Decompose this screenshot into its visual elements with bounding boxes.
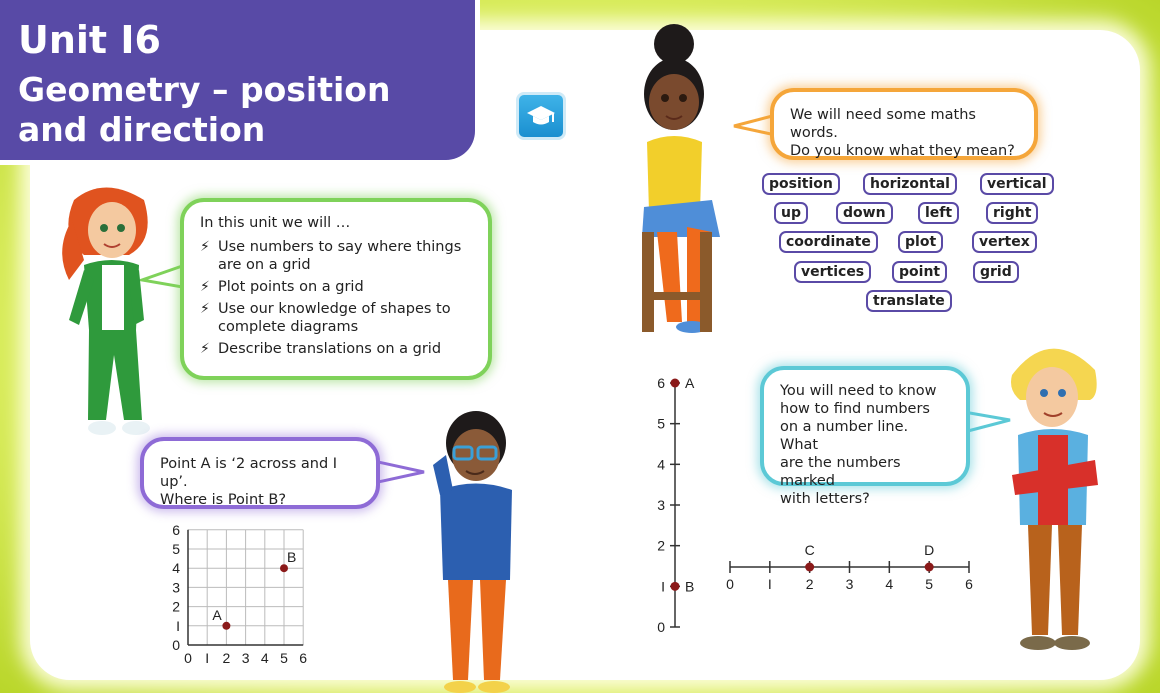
number-line-tick-label: I [661,578,665,595]
objective-item: ⚡ Use our knowledge of shapes to complete diagrams [200,301,451,335]
vocab-bubble-line2: Do you know what they mean? [790,143,1015,159]
number-line-tick-label: 6 [965,576,973,592]
vocab-tag-right: right [986,202,1038,224]
boy-character-blond [1000,335,1110,660]
number-line-tick-label: 5 [657,415,665,432]
title-banner [0,0,480,165]
number-line-tick-label: 3 [845,576,854,592]
vocab-bubble [770,88,1038,160]
numberline-bubble-line5: with letters? [780,491,870,507]
vertical-number-line [645,375,705,640]
number-line-point [671,582,680,591]
y-tick-label: 2 [172,598,180,615]
number-line-tick-label: I [767,576,772,592]
number-line-point [925,563,934,572]
number-line-tick-label: 6 [657,375,665,391]
unit-subtitle-line1: Geometry – position [18,70,391,109]
number-line-tick-label: 0 [657,619,665,635]
point-bubble-line1: Point A is ‘2 across and I up’. [160,456,338,490]
x-tick-label: 6 [299,650,308,666]
lightning-bolt-icon: ⚡ [200,279,210,295]
number-line-tick-label: 0 [726,576,734,592]
vocab-tag-down: down [836,202,893,224]
numberline-bubble-line1: You will need to know [780,383,937,399]
objective-item: ⚡ Plot points on a grid [200,279,364,295]
numberline-bubble-line2: how to find numbers [780,401,930,417]
numberline-bubble-line3: on a number line. What [780,419,909,453]
number-line-tick-label: 4 [885,576,894,592]
x-tick-label: 5 [280,650,288,666]
x-tick-label: 4 [260,650,269,666]
number-line-point [805,563,814,572]
learning-button[interactable] [516,92,566,140]
grid-point-label: A [212,606,222,623]
lightning-bolt-icon: ⚡ [200,301,210,317]
vocab-tag-plot: plot [898,231,943,253]
number-line-tick-label: 3 [657,497,665,513]
unit-title: Unit I6 [18,18,161,62]
lightning-bolt-icon: ⚡ [200,341,210,357]
girl-character-stool [622,22,732,337]
x-tick-label: 3 [241,650,250,666]
vocab-tag-left: left [918,202,959,224]
number-line-tick-label: 5 [925,576,934,592]
objectives-list [200,238,472,358]
y-tick-label: 4 [172,560,180,577]
coordinate-grid-chart [160,520,320,670]
vocab-tag-translate: translate [866,290,952,312]
number-line-point-label: B [685,578,695,595]
y-tick-label: 5 [172,541,180,557]
y-tick-label: 6 [172,521,180,538]
point-bubble [140,437,380,509]
vocab-tag-position: position [762,173,840,195]
horizontal-number-line [715,535,985,600]
vocab-bubble-line1: We will need some maths words. [790,107,976,141]
objective-item: ⚡ Use numbers to say where things are on a grid [200,239,462,273]
y-tick-label: 0 [172,637,180,653]
x-tick-label: 0 [184,650,192,666]
vocab-tag-vertices: vertices [794,261,871,283]
number-line-tick-label: 4 [657,456,665,473]
unit-subtitle [18,70,438,150]
vocab-tag-up: up [774,202,808,224]
number-line-tick-label: 2 [805,576,814,592]
vocab-tag-vertical: vertical [980,173,1054,195]
objectives-bubble [180,198,492,380]
numberline-bubble [760,366,970,507]
boy-character-glasses [418,405,528,693]
x-tick-label: I [205,650,210,666]
number-line-point-label: A [685,375,695,391]
graduation-cap-icon [526,104,556,128]
number-line-tick-label: 2 [657,537,665,554]
vocab-tag-horizontal: horizontal [863,173,957,195]
lightning-bolt-icon: ⚡ [200,239,210,255]
vocab-tag-grid: grid [973,261,1019,283]
vocab-tag-coordinate: coordinate [779,231,878,253]
number-line-point-label: C [804,542,815,558]
vocab-tag-vertex: vertex [972,231,1037,253]
grid-point [280,564,288,572]
grid-point [222,622,230,630]
number-line-point-label: D [924,542,935,558]
grid-point-label: B [287,549,297,566]
objective-item: ⚡ Describe translations on a grid [200,341,442,357]
vocab-tag-point: point [892,261,947,283]
number-line-point [671,379,680,388]
y-tick-label: 3 [172,579,180,596]
point-bubble-line2: Where is Point B? [160,492,287,508]
numberline-bubble-line4: are the numbers marked [780,455,901,489]
girl-character-left [44,180,164,450]
unit-subtitle-line2: and direction [18,110,266,149]
y-tick-label: I [176,617,180,634]
x-tick-label: 2 [222,650,231,666]
objectives-intro: In this unit we will … [200,215,351,231]
